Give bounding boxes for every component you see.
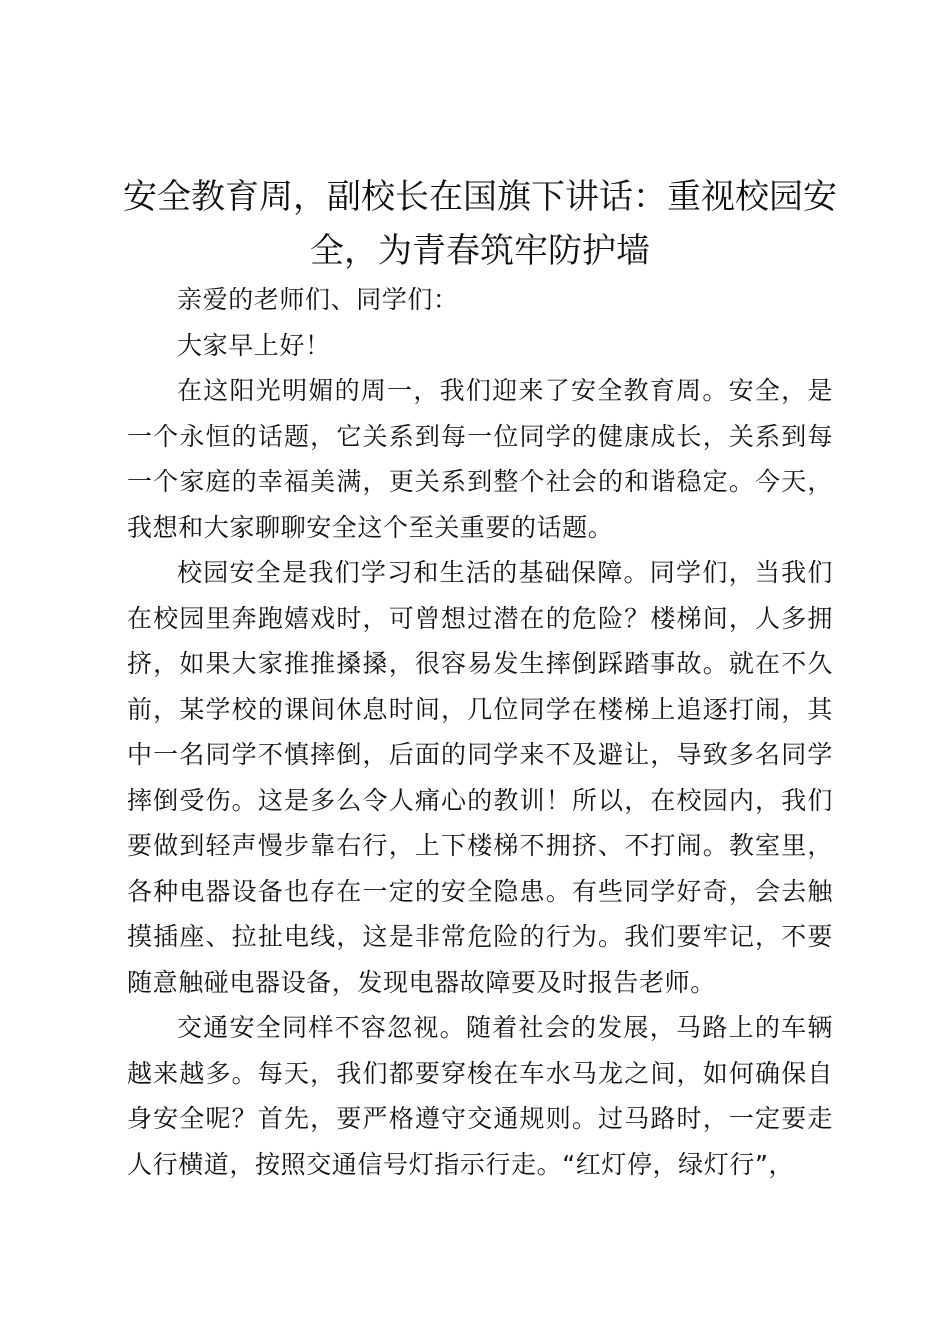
- paragraph-traffic-safety: 交通安全同样不容忽视。随着社会的发展，马路上的车辆越来越多。每天，我们都要穿梭在车水马龙之间，如何确保自身安全呢？首先，要严格遵守交通规则。过马路时，一定要走人行横道，按照交通信号灯指示行走。“红灯停，绿灯行”，: [127, 1013, 833, 1179]
- greeting: 大家早上好！: [177, 330, 331, 360]
- document-body: [127, 277, 833, 1187]
- salutation: 亲爱的老师们、同学们：: [177, 285, 459, 314]
- paragraph-campus-safety: 校园安全是我们学习和生活的基础保障。同学们，当我们在校园里奔跑嬉戏时，可曾想过潜在的危险？楼梯间，人多拥挤，如果大家推推搡搡，很容易发生摔倒踩踏事故。就在不久前，某学校的课间休息时间，几位同学在楼梯上追逐打闹，其中一名同学不慎摔倒，后面的同学来不及避让，导致多名同学摔倒受伤。这是多么令人痛心的教训！所以，在校园内，我们要做到轻声慢步靠右行，上下楼梯不拥挤、不打闹。教室里，各种电器设备也存在一定的安全隐患。有些同学好奇，会去触摸插座、拉扯电线，这是非常危险的行为。我们要牢记，不要随意触碰电器设备，发现电器故障要及时报告老师。: [127, 558, 833, 997]
- paragraph-intro: 在这阳光明媚的周一，我们迎来了安全教育周。安全，是一个永恒的话题，它关系到每一位同学的健康成长，关系到每一个家庭的幸福美满，更关系到整个社会的和谐稳定。今天，我想和大家聊聊安全这个至关重要的话题。: [127, 376, 833, 542]
- document-title: 安全教育周，副校长在国旗下讲话：重视校园安全，为青春筑牢防护墙: [123, 177, 837, 271]
